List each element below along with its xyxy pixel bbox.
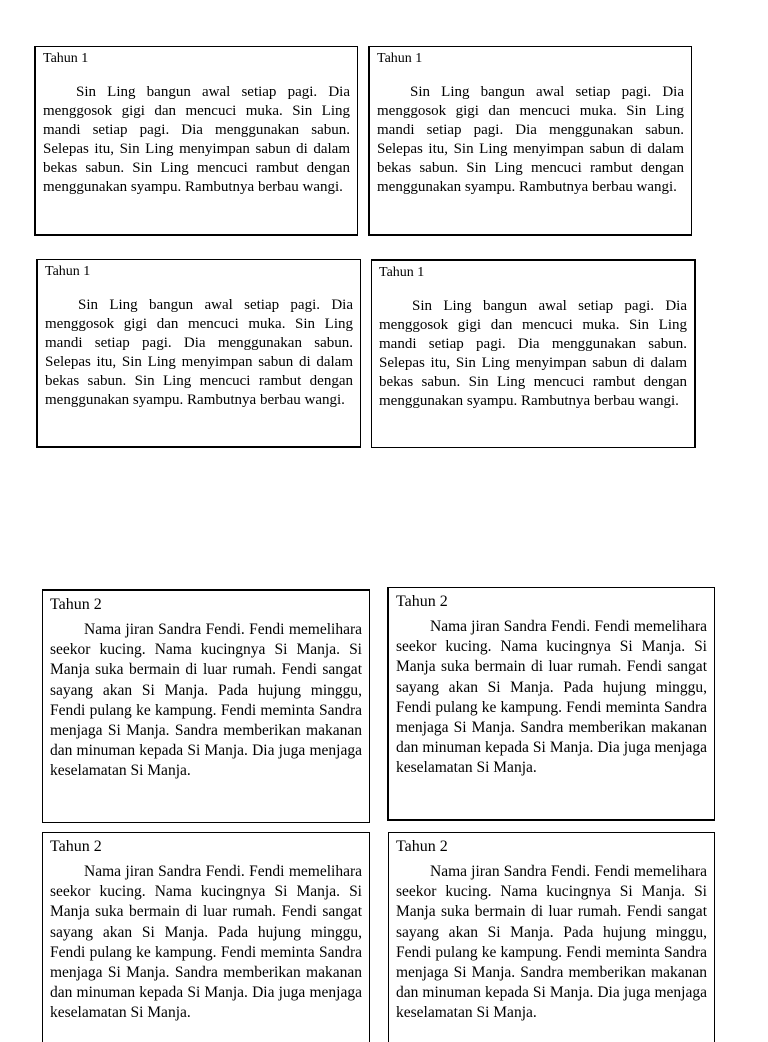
card-level-label: Tahun 2	[50, 596, 102, 613]
reading-card-tahun-1	[36, 259, 361, 448]
card-story-text: Nama jiran Sandra Fendi. Fendi memelihara seekor kucing. Nama kucingnya Si Manja. Si Manja suka bermain di luar rumah. Fendi sangat sayang akan Si Manja. Pada hujung minggu, Fendi pulang ke kampung. Fendi meminta Sandra menjaga Si Manja. Sandra memberikan makanan dan minuman kepada Si Manja. Dia juga menjaga keselamatan Si Manja.	[396, 618, 707, 777]
card-level-label: Tahun 2	[396, 593, 448, 610]
card-level-label: Tahun 1	[377, 51, 423, 66]
card-story-text: Nama jiran Sandra Fendi. Fendi memelihara seekor kucing. Nama kucingnya Si Manja. Si Manja suka bermain di luar rumah. Fendi sangat sayang akan Si Manja. Pada hujung minggu, Fendi pulang ke kampung. Fendi meminta Sandra menjaga Si Manja. Sandra memberikan makanan dan minuman kepada Si Manja. Dia juga menjaga keselamatan Si Manja.	[50, 621, 362, 780]
card-story-text: Sin Ling bangun awal setiap pagi. Dia menggosok gigi dan mencuci muka. Sin Ling mandi setiap pagi. Dia menggunakan sabun. Selepas itu, Sin Ling menyimpan sabun di dalam bekas sabun. Sin Ling mencuci rambut dengan menggunakan syampu. Rambutnya berbau wangi.	[379, 298, 687, 409]
card-level-label: Tahun 1	[45, 264, 91, 279]
card-story-text: Sin Ling bangun awal setiap pagi. Dia menggosok gigi dan mencuci muka. Sin Ling mandi setiap pagi. Dia menggunakan sabun. Selepas itu, Sin Ling menyimpan sabun di dalam bekas sabun. Sin Ling mencuci rambut dengan menggunakan syampu. Rambutnya berbau wangi.	[377, 84, 684, 195]
card-level-label: Tahun 2	[396, 838, 448, 855]
reading-card-tahun-2	[388, 832, 715, 1042]
card-level-label: Tahun 1	[43, 51, 89, 66]
reading-card-tahun-1	[34, 46, 358, 236]
card-story-text: Sin Ling bangun awal setiap pagi. Dia menggosok gigi dan mencuci muka. Sin Ling mandi setiap pagi. Dia menggunakan sabun. Selepas itu, Sin Ling menyimpan sabun di dalam bekas sabun. Sin Ling mencuci rambut dengan menggunakan syampu. Rambutnya berbau wangi.	[45, 297, 353, 408]
reading-card-tahun-2	[42, 832, 370, 1042]
card-level-label: Tahun 2	[50, 838, 102, 855]
reading-card-tahun-2	[42, 589, 370, 823]
card-story-text: Nama jiran Sandra Fendi. Fendi memelihara seekor kucing. Nama kucingnya Si Manja. Si Manja suka bermain di luar rumah. Fendi sangat sayang akan Si Manja. Pada hujung minggu, Fendi pulang ke kampung. Fendi meminta Sandra menjaga Si Manja. Sandra memberikan makanan dan minuman kepada Si Manja. Dia juga menjaga keselamatan Si Manja.	[396, 863, 707, 1022]
reading-card-tahun-2	[387, 587, 715, 821]
card-story-text: Nama jiran Sandra Fendi. Fendi memelihara seekor kucing. Nama kucingnya Si Manja. Si Manja suka bermain di luar rumah. Fendi sangat sayang akan Si Manja. Pada hujung minggu, Fendi pulang ke kampung. Fendi meminta Sandra menjaga Si Manja. Sandra memberikan makanan dan minuman kepada Si Manja. Dia juga menjaga keselamatan Si Manja.	[50, 863, 362, 1022]
reading-card-tahun-1	[368, 46, 692, 236]
card-level-label: Tahun 1	[379, 265, 425, 280]
reading-card-tahun-1	[371, 259, 696, 448]
card-story-text: Sin Ling bangun awal setiap pagi. Dia menggosok gigi dan mencuci muka. Sin Ling mandi setiap pagi. Dia menggunakan sabun. Selepas itu, Sin Ling menyimpan sabun di dalam bekas sabun. Sin Ling mencuci rambut dengan menggunakan syampu. Rambutnya berbau wangi.	[43, 84, 350, 195]
